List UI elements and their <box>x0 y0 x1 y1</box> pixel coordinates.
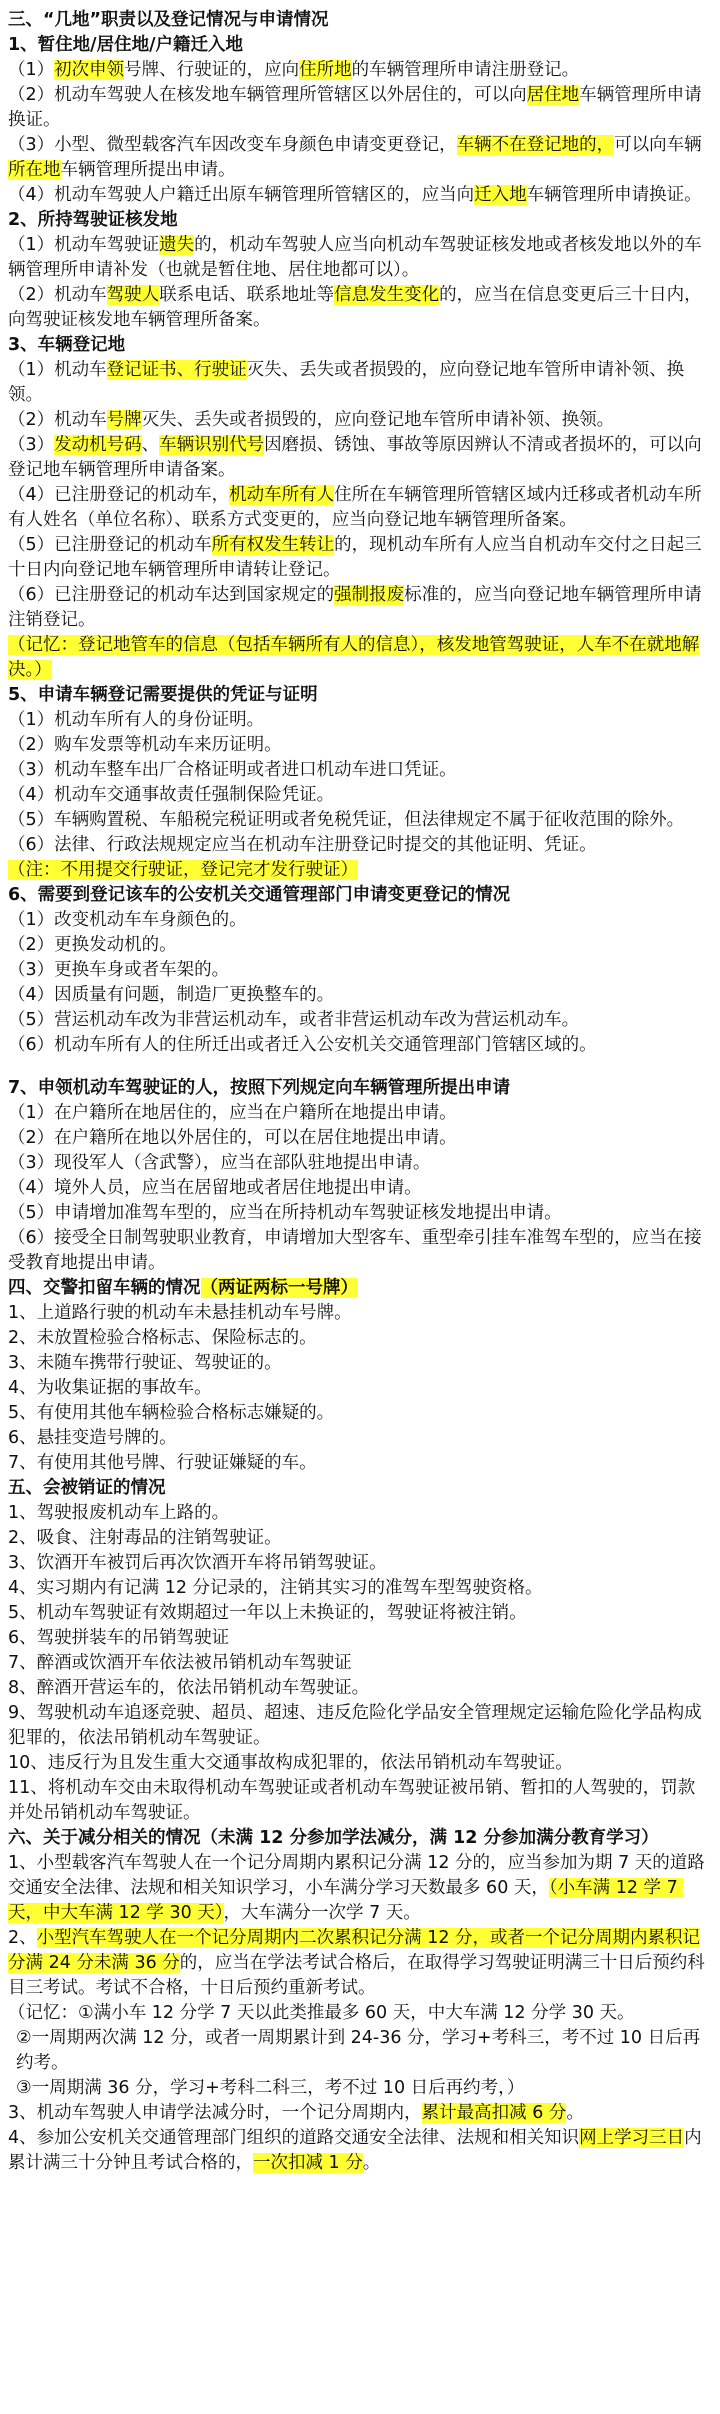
text-segment: （2）机动车 <box>8 410 107 430</box>
highlighted-text: 号牌 <box>106 410 142 430</box>
text-segment: 7、申领机动车驾驶证的人，按照下列规定向车辆管理所提出申请 <box>8 1078 511 1098</box>
text-segment: 。 <box>566 2103 584 2123</box>
paragraph <box>8 833 708 858</box>
paragraph <box>8 1651 708 1676</box>
highlighted-text: 初次申领 <box>54 60 125 80</box>
text-segment: 的，应当在信息变更后三十日内，向驾驶证核发地车辆管理所备案。 <box>8 285 702 330</box>
highlighted-text: （记忆：登记地管车的信息（包括车辆所有人的信息），核发地管驾驶证，人车不在就地解决。） <box>8 635 700 680</box>
text-segment: （1）机动车 <box>8 360 107 380</box>
paragraph <box>8 733 708 758</box>
section-heading <box>8 1826 708 1851</box>
text-segment: （2）更换发动机的。 <box>8 935 177 955</box>
text-segment: 11、将机动车交由未取得机动车驾驶证或者机动车驾驶证被吊销、暂扣的人驾驶的，罚款并处吊销机动车驾驶证。 <box>8 1778 696 1823</box>
text-segment: 住所在车辆管理所管辖区域内迁移或者机动车所有人姓名（单位名称）、联系方式变更的，应当向登记地车辆管理所备案。 <box>8 485 702 530</box>
text-segment: 可以向车辆 <box>614 135 702 155</box>
text-segment: （记忆：①满小车 12 分学 7 天以此类推最多 60 天，中大车满 12 分学 30 天。 <box>8 2003 635 2023</box>
paragraph <box>8 2076 708 2101</box>
text-segment: 1、暂住地/居住地/户籍迁入地 <box>8 35 243 55</box>
highlighted-text: 所有权发生转让 <box>211 535 335 555</box>
text-segment: 1、小型载客汽车驾驶人在一个记分周期内累积记分满 12 分的，应当参加为期 7 天的道路交通安全法律、法规和相关知识学习，小车满分学习天数最多 60 天， <box>8 1853 705 1898</box>
text-segment: 灭失、丢失或者损毁的，应向登记地车管所申请补领、换领。 <box>8 360 685 405</box>
text-segment: 灭失、丢失或者损毁的，应向登记地车管所申请补领、换领。 <box>141 410 615 430</box>
text-segment: （1）在户籍所在地居住的，应当在户籍所在地提出申请。 <box>8 1103 457 1123</box>
text-segment: 8、醉酒开营运车的，依法吊销机动车驾驶证。 <box>8 1678 370 1698</box>
section-heading <box>8 1476 708 1501</box>
section-gap <box>8 1058 708 1076</box>
text-segment: 车辆管理所申请换证。 <box>526 185 702 205</box>
paragraph <box>8 1551 708 1576</box>
text-segment: 3、饮酒开车被罚后再次饮酒开车将吊销驾驶证。 <box>8 1553 387 1573</box>
highlighted-text: 网上学习三日 <box>579 2128 685 2148</box>
paragraph <box>8 633 708 683</box>
paragraph <box>8 1226 708 1276</box>
text-segment: 4、实习期内有记满 12 分记录的，注销其实习的准驾车型驾驶资格。 <box>8 1578 543 1598</box>
text-segment: 4、参加公安机关交通管理部门组织的道路交通安全法律、法规和相关知识 <box>8 2128 580 2148</box>
paragraph <box>8 2026 708 2076</box>
highlighted-text: 迁入地 <box>474 185 527 205</box>
section-heading <box>8 33 708 58</box>
paragraph <box>8 2126 708 2176</box>
paragraph <box>8 783 708 808</box>
section-heading <box>8 1276 708 1301</box>
text-segment: 6、驾驶拼装车的吊销驾驶证 <box>8 1628 230 1648</box>
text-segment: （1）机动车驾驶证 <box>8 235 160 255</box>
paragraph <box>8 1376 708 1401</box>
text-segment: （6）法律、行政法规规定应当在机动车注册登记时提交的其他证明、凭证。 <box>8 835 597 855</box>
text-segment: 3、车辆登记地 <box>8 335 126 355</box>
text-segment: ②一周期两次满 12 分，或者一周期累计到 24-36 分，学习+考科三，考不过 10 日后再约考。 <box>16 2028 701 2073</box>
highlighted-text: 一次扣减 1 分 <box>253 2153 363 2173</box>
paragraph <box>8 1851 708 1926</box>
text-segment: （4）已注册登记的机动车， <box>8 485 230 505</box>
text-segment: 的车辆管理所申请注册登记。 <box>351 60 580 80</box>
text-segment: （3）小型、微型载客汽车因改变车身颜色申请变更登记， <box>8 135 457 155</box>
paragraph <box>8 408 708 433</box>
section-heading <box>8 208 708 233</box>
section-heading <box>8 883 708 908</box>
highlighted-text: 小型汽车驾驶人在一个记分周期内二次累积记分满 12 分，或者一个记分周期内累积记分满 24 分未满 36 分 <box>8 1928 701 1973</box>
text-segment: 内累计满三十分钟且考试合格的， <box>8 2128 702 2173</box>
text-segment: （2）机动车 <box>8 285 107 305</box>
paragraph <box>8 1426 708 1451</box>
section-heading <box>8 1076 708 1101</box>
highlighted-text: 居住地 <box>526 85 580 105</box>
highlighted-text: 车辆识别代号 <box>159 435 265 455</box>
text-segment: （1） <box>8 60 55 80</box>
text-segment: 6、悬挂变造号牌的。 <box>8 1428 177 1448</box>
text-segment: （5）申请增加准驾车型的，应当在所持机动车驾驶证核发地提出申请。 <box>8 1203 562 1223</box>
text-segment: 3、未随车携带行驶证、驾驶证的。 <box>8 1353 282 1373</box>
paragraph <box>8 983 708 1008</box>
paragraph <box>8 1701 708 1751</box>
paragraph <box>8 1126 708 1151</box>
section-heading <box>8 8 708 33</box>
text-segment: 因磨损、锈蚀、事故等原因辨认不清或者损坏的，可以向登记地车辆管理所申请备案。 <box>8 435 702 480</box>
text-segment: 2、吸食、注射毒品的注销驾驶证。 <box>8 1528 282 1548</box>
paragraph <box>8 1326 708 1351</box>
text-segment: （5）车辆购置税、车船税完税证明或者免税凭证，但法律规定不属于征收范围的除外。 <box>8 810 685 830</box>
text-segment: 7、有使用其他号牌、行驶证嫌疑的车。 <box>8 1453 317 1473</box>
text-segment: 的，现机动车所有人应当自机动车交付之日起三十日内向登记地车辆管理所申请转让登记。 <box>8 535 702 580</box>
section-heading <box>8 333 708 358</box>
text-segment: （1）改变机动车车身颜色的。 <box>8 910 247 930</box>
paragraph <box>8 1033 708 1058</box>
text-segment: （6）机动车所有人的住所迁出或者迁入公安机关交通管理部门管辖区域的。 <box>8 1035 597 1055</box>
paragraph <box>8 2101 708 2126</box>
paragraph <box>8 1451 708 1476</box>
highlighted-text: 强制报废 <box>334 585 405 605</box>
text-segment: 3、机动车驾驶人申请学法减分时，一个记分周期内， <box>8 2103 422 2123</box>
text-segment: 2、所持驾驶证核发地 <box>8 210 178 230</box>
paragraph <box>8 1776 708 1826</box>
highlighted-text: 遗失 <box>159 235 195 255</box>
text-segment: （6）已注册登记的机动车达到国家规定的 <box>8 585 335 605</box>
text-segment: 2、 <box>8 1928 37 1948</box>
paragraph <box>8 1176 708 1201</box>
paragraph <box>8 1676 708 1701</box>
text-segment: （4）机动车驾驶人户籍迁出原车辆管理所管辖区的，应当向 <box>8 185 475 205</box>
text-segment: （2）机动车驾驶人在核发地车辆管理所管辖区以外居住的，可以向 <box>8 85 527 105</box>
text-segment: （3） <box>8 435 55 455</box>
text-segment: 号牌、行驶证的，应向 <box>124 60 300 80</box>
paragraph <box>8 708 708 733</box>
text-segment: 4、为收集证据的事故车。 <box>8 1378 212 1398</box>
text-segment: 9、驾驶机动车追逐竞驶、超员、超速、违反危险化学品安全管理规定运输危险化学品构成犯罪的，依法吊销机动车驾驶证。 <box>8 1703 702 1748</box>
text-segment: 5、有使用其他车辆检验合格标志嫌疑的。 <box>8 1403 335 1423</box>
paragraph <box>8 1401 708 1426</box>
text-segment: （1）机动车所有人的身份证明。 <box>8 710 265 730</box>
paragraph <box>8 533 708 583</box>
paragraph <box>8 1501 708 1526</box>
text-segment: 1、上道路行驶的机动车未悬挂机动车号牌。 <box>8 1303 352 1323</box>
text-segment: 2、未放置检验合格标志、保险标志的。 <box>8 1328 317 1348</box>
text-segment: 车辆管理所申请换证。 <box>8 85 702 130</box>
paragraph <box>8 1101 708 1126</box>
text-segment: （3）机动车整车出厂合格证明或者进口机动车进口凭证。 <box>8 760 457 780</box>
paragraph <box>8 183 708 208</box>
highlighted-text: （两证两标一号牌） <box>200 1278 358 1298</box>
paragraph <box>8 358 708 408</box>
text-segment: （2）购车发票等机动车来历证明。 <box>8 735 282 755</box>
paragraph <box>8 1626 708 1651</box>
text-segment: （4）境外人员，应当在居留地或者居住地提出申请。 <box>8 1178 422 1198</box>
paragraph <box>8 58 708 83</box>
text-segment: 标准的，应当向登记地车辆管理所申请注销登记。 <box>8 585 702 630</box>
text-segment: 五、会被销证的情况 <box>8 1478 166 1498</box>
paragraph <box>8 758 708 783</box>
text-segment: 、 <box>141 435 160 455</box>
paragraph <box>8 233 708 283</box>
highlighted-text: （小车满 12 学 7 天，中大车满 12 学 30 天） <box>8 1878 684 1923</box>
text-segment: （5）已注册登记的机动车 <box>8 535 212 555</box>
text-segment: （4）机动车交通事故责任强制保险凭证。 <box>8 785 335 805</box>
section-heading <box>8 683 708 708</box>
highlighted-text: （注：不用提交行驶证，登记完才发行驶证） <box>8 860 358 880</box>
highlighted-text: 车辆不在登记地的， <box>456 135 615 155</box>
paragraph <box>8 1601 708 1626</box>
paragraph <box>8 1301 708 1326</box>
paragraph <box>8 583 708 633</box>
paragraph <box>8 83 708 133</box>
paragraph <box>8 1151 708 1176</box>
paragraph <box>8 958 708 983</box>
paragraph <box>8 908 708 933</box>
paragraph <box>8 1926 708 2001</box>
highlighted-text: 发动机号码 <box>54 435 142 455</box>
text-segment: 联系电话、联系地址等 <box>159 285 335 305</box>
text-segment: （5）营运机动车改为非营运机动车，或者非营运机动车改为营运机动车。 <box>8 1010 580 1030</box>
text-segment: （4）因质量有问题，制造厂更换整车的。 <box>8 985 335 1005</box>
text-segment: （3）更换车身或者车架的。 <box>8 960 230 980</box>
text-segment: 六、关于减分相关的情况（未满 12 分参加学法减分，满 12 分参加满分教育学习） <box>8 1828 659 1848</box>
text-segment: 10、违反行为且发生重大交通事故构成犯罪的，依法吊销机动车驾驶证。 <box>8 1753 573 1773</box>
text-segment: 7、醉酒或饮酒开车依法被吊销机动车驾驶证 <box>8 1653 352 1673</box>
highlighted-text: 登记证书、行驶证 <box>106 360 247 380</box>
paragraph <box>8 1351 708 1376</box>
paragraph <box>8 1576 708 1601</box>
highlighted-text: 累计最高扣减 6 分 <box>421 2103 567 2123</box>
paragraph <box>8 433 708 483</box>
text-segment: 5、申请车辆登记需要提供的凭证与证明 <box>8 685 318 705</box>
paragraph <box>8 1751 708 1776</box>
text-segment: 的，机动车驾驶人应当向机动车驾驶证核发地或者核发地以外的车辆管理所申请补发（也就是暂住地、居住地都可以）。 <box>8 235 702 280</box>
text-segment: （3）现役军人（含武警），应当在部队驻地提出申请。 <box>8 1153 431 1173</box>
paragraph <box>8 283 708 333</box>
highlighted-text: 所在地 <box>8 160 61 180</box>
highlighted-text: 住所地 <box>299 60 352 80</box>
text-segment: 的，应当在学法考试合格后，在取得学习驾驶证明满三十日后预约科目三考试。考试不合格，十日后预约重新考试。 <box>8 1953 705 1998</box>
text-segment: ，大车满分一次学 7 天。 <box>223 1903 421 1923</box>
text-segment: 车辆管理所提出申请。 <box>60 160 236 180</box>
paragraph <box>8 483 708 533</box>
paragraph <box>8 1008 708 1033</box>
text-segment: （6）接受全日制驾驶职业教育，申请增加大型客车、重型牵引挂车准驾车型的，应当在接受教育地提出申请。 <box>8 1228 702 1273</box>
paragraph <box>8 858 708 883</box>
text-segment: （2）在户籍所在地以外居住的，可以在居住地提出申请。 <box>8 1128 457 1148</box>
text-segment: 6、需要到登记该车的公安机关交通管理部门申请变更登记的情况 <box>8 885 511 905</box>
text-segment: 四、交警扣留车辆的情况 <box>8 1278 201 1298</box>
paragraph <box>8 808 708 833</box>
text-segment: 5、机动车驾驶证有效期超过一年以上未换证的，驾驶证将被注销。 <box>8 1603 527 1623</box>
text-segment: 三、“几地”职责以及登记情况与申请情况 <box>8 10 329 30</box>
paragraph <box>8 2001 708 2026</box>
paragraph <box>8 933 708 958</box>
text-segment: ③一周期满 36 分，学习+考科二科三，考不过 10 日后再约考，） <box>16 2078 525 2098</box>
text-segment: 1、驾驶报废机动车上路的。 <box>8 1503 230 1523</box>
highlighted-text: 机动车所有人 <box>229 485 335 505</box>
highlighted-text: 信息发生变化 <box>334 285 440 305</box>
text-segment: 。 <box>362 2153 381 2173</box>
paragraph <box>8 1526 708 1551</box>
highlighted-text: 驾驶人 <box>106 285 160 305</box>
paragraph <box>8 133 708 183</box>
paragraph <box>8 1201 708 1226</box>
